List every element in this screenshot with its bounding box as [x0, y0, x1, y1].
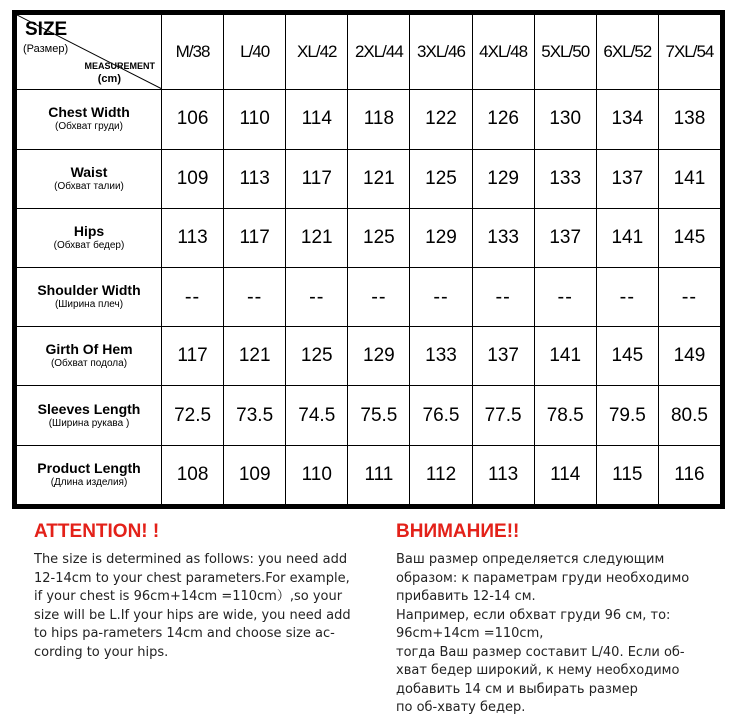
table-cell: 121	[348, 149, 410, 208]
table-cell: --	[286, 268, 348, 327]
row-label	[17, 268, 162, 327]
table-cell: 137	[534, 208, 596, 267]
note-line: The size is determined as follows: you need add	[34, 552, 348, 567]
table-row	[17, 386, 721, 445]
table-cell: 134	[596, 90, 658, 149]
table-cell: 149	[658, 327, 720, 386]
size-header: M/38	[162, 15, 224, 90]
row-label	[17, 327, 162, 386]
table-cell: 118	[348, 90, 410, 149]
table-cell: 129	[410, 208, 472, 267]
table-cell: 108	[162, 445, 224, 504]
row-label	[17, 149, 162, 208]
table-cell: 137	[596, 149, 658, 208]
note-line: Например, если обхват груди 96 см, то:	[396, 607, 671, 623]
table-cell: 76.5	[410, 386, 472, 445]
table-cell: 141	[534, 327, 596, 386]
table-cell: 141	[658, 149, 720, 208]
table-cell: 145	[658, 208, 720, 267]
table-cell: 72.5	[162, 386, 224, 445]
table-cell: 110	[224, 90, 286, 149]
row-label-en: Waist	[70, 163, 108, 180]
table-cell: 133	[534, 149, 596, 208]
note-line: if your chest is 96cm+14cm =110cm）,so your	[34, 589, 343, 604]
table-cell: 77.5	[472, 386, 534, 445]
table-cell: 126	[472, 90, 534, 149]
size-header: 3XL/46	[410, 15, 472, 90]
table-cell: 141	[596, 208, 658, 267]
note-line: cording to your hips.	[34, 644, 169, 660]
table-cell: 109	[224, 445, 286, 504]
table-cell: 129	[348, 327, 410, 386]
table-cell: 79.5	[596, 386, 658, 445]
table-cell: --	[410, 268, 472, 327]
table-cell: 115	[596, 445, 658, 504]
table-cell: 117	[162, 327, 224, 386]
table-cell: 73.5	[224, 386, 286, 445]
table-cell: 113	[162, 208, 224, 267]
row-label	[17, 208, 162, 267]
note-line: to hips pa-rameters 14cm and choose size ac-	[34, 626, 335, 641]
attention-note-ru	[396, 521, 736, 718]
row-label	[17, 445, 162, 504]
attention-body-ru	[396, 551, 736, 718]
size-label: SIZE	[25, 19, 68, 41]
table-row	[17, 208, 721, 267]
table-cell: 117	[224, 208, 286, 267]
table-cell: 133	[472, 208, 534, 267]
row-label-en: Hips	[73, 222, 105, 239]
size-chart	[12, 10, 725, 509]
attention-title-ru: ВНИМАНИЕ!!	[396, 521, 520, 542]
note-line: добавить 14 см и выбирать размер	[396, 681, 638, 697]
table-cell: 110	[286, 445, 348, 504]
size-header: 4XL/48	[472, 15, 534, 90]
note-line: хват бедер широкий, к нему необходимо	[396, 663, 680, 678]
row-label-en: Girth Of Hem	[45, 341, 133, 358]
table-cell: 121	[286, 208, 348, 267]
table-cell: 109	[162, 149, 224, 208]
header-row	[17, 15, 721, 90]
table-row	[17, 268, 721, 327]
size-header: XL/42	[286, 15, 348, 90]
row-label	[17, 90, 162, 149]
table-cell: 112	[410, 445, 472, 504]
table-cell: 145	[596, 327, 658, 386]
measurement-label: MEASUREMENT	[84, 61, 155, 72]
size-header: L/40	[224, 15, 286, 90]
table-cell: 133	[410, 327, 472, 386]
table-cell: --	[472, 268, 534, 327]
note-line: size will be L.If your hips are wide, you need add	[34, 607, 351, 623]
table-cell: --	[348, 268, 410, 327]
row-label-en: Chest Width	[48, 104, 130, 121]
row-label-ru: (Ширина плеч)	[54, 299, 124, 311]
note-line: Ваш размер определяется следующим	[396, 552, 665, 567]
row-label-en: Sleeves Length	[37, 400, 141, 417]
row-label-en: Product Length	[37, 459, 141, 476]
table-cell: 74.5	[286, 386, 348, 445]
table-cell: 113	[224, 149, 286, 208]
row-label-ru: (Обхват подола)	[50, 358, 128, 370]
corner-cell	[17, 15, 162, 90]
attention-note-en	[34, 521, 379, 662]
row-label-en: Shoulder Width	[37, 282, 141, 299]
row-label-ru: (Обхват талии)	[54, 180, 124, 192]
table-cell: 114	[286, 90, 348, 149]
measurement-unit: (cm)	[97, 73, 121, 86]
table-cell: 125	[348, 208, 410, 267]
size-header: 2XL/44	[348, 15, 410, 90]
table-cell: 114	[534, 445, 596, 504]
row-label-ru: (Длина изделия)	[50, 476, 128, 488]
attention-body-en	[34, 551, 379, 662]
table-cell: 121	[224, 327, 286, 386]
table-cell: 138	[658, 90, 720, 149]
size-header: 6XL/52	[596, 15, 658, 90]
table-cell: 122	[410, 90, 472, 149]
table-cell: 113	[472, 445, 534, 504]
size-label-ru: (Размер)	[23, 43, 69, 56]
table-row	[17, 149, 721, 208]
table-cell: 78.5	[534, 386, 596, 445]
table-cell: 137	[472, 327, 534, 386]
row-label-ru: (Ширина рукава )	[48, 417, 130, 429]
row-label-ru: (Обхват бедер)	[53, 239, 125, 251]
row-label-ru: (Обхват груди)	[55, 121, 123, 133]
table-cell: 130	[534, 90, 596, 149]
table-cell: 117	[286, 149, 348, 208]
table-cell: 125	[286, 327, 348, 386]
table-cell: 116	[658, 445, 720, 504]
row-label	[17, 386, 162, 445]
table-cell: --	[224, 268, 286, 327]
table-cell: --	[658, 268, 720, 327]
size-header: 7XL/54	[658, 15, 720, 90]
table-cell: 80.5	[658, 386, 720, 445]
table-row	[17, 445, 721, 504]
note-line: по об-хвату бедер.	[396, 700, 526, 715]
table-cell: --	[534, 268, 596, 327]
table-cell: --	[162, 268, 224, 327]
table-cell: 106	[162, 90, 224, 149]
table-cell: 125	[410, 149, 472, 208]
note-line: 12-14cm to your chest parameters.For example,	[34, 570, 350, 586]
table-cell: 111	[348, 445, 410, 504]
table-row	[17, 327, 721, 386]
note-line: тогда Ваш размер составит L/40. Если об-	[396, 644, 685, 660]
table-cell: 75.5	[348, 386, 410, 445]
table-cell: --	[596, 268, 658, 327]
note-line: прибавить 12-14 см.	[396, 589, 536, 604]
note-line: 96cm+14cm =110cm,	[396, 626, 544, 641]
size-header: 5XL/50	[534, 15, 596, 90]
table-row	[17, 90, 721, 149]
size-table	[16, 14, 721, 505]
table-cell: 129	[472, 149, 534, 208]
note-line: образом: к параметрам груди необходимо	[396, 570, 690, 586]
attention-title-en: ATTENTION! !	[34, 521, 160, 542]
